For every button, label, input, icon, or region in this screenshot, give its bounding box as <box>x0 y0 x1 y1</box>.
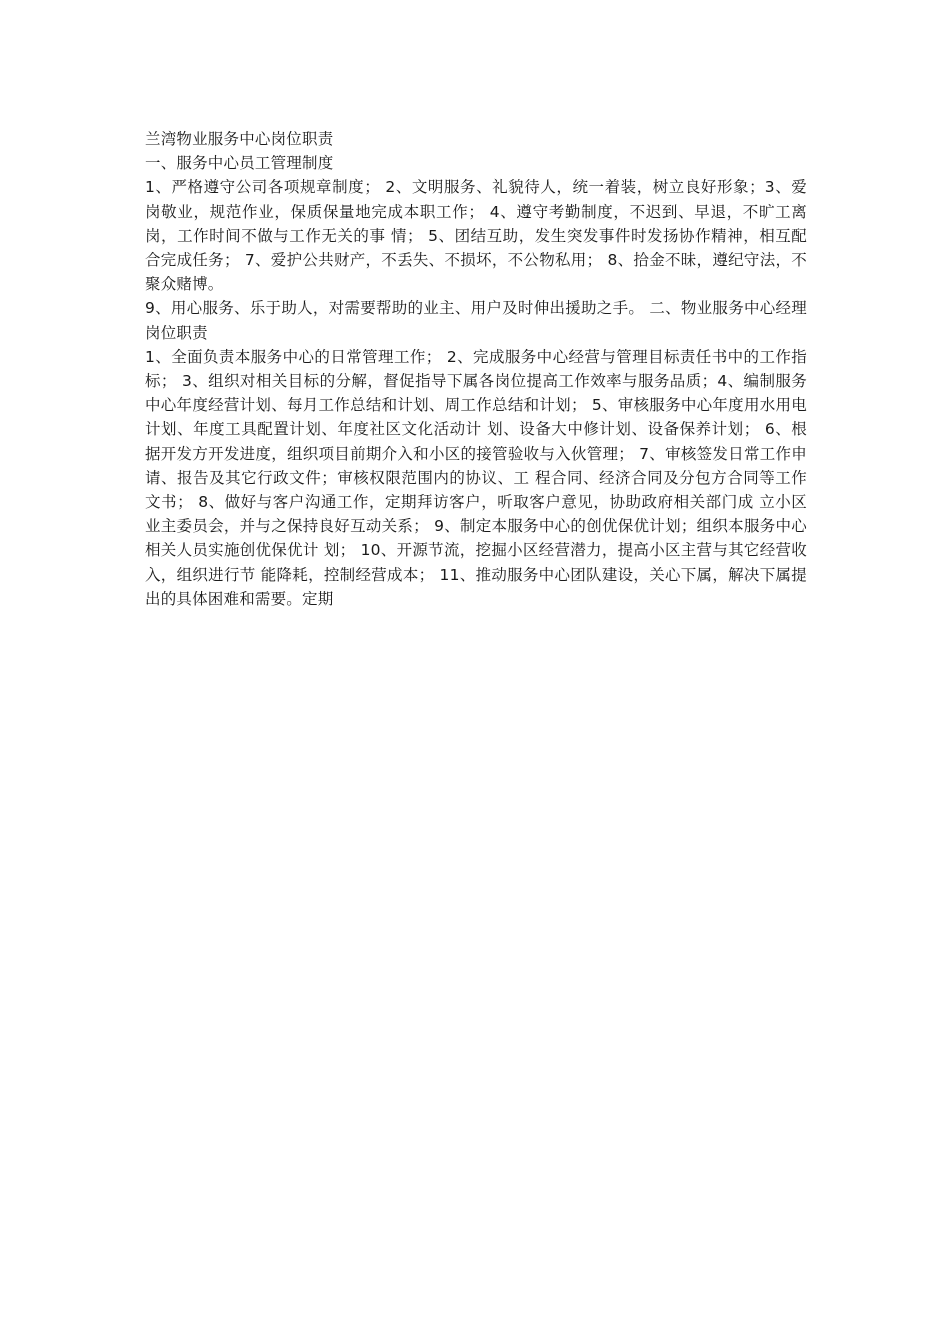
paragraph: 1、全面负责本服务中心的日常管理工作； 2、完成服务中心经营与管理目标责任书中的工作指标； 3、组织对相关目标的分解，督促指导下属各岗位提高工作效率与服务品质；4、编制服务中心年度经营计划、每月工作总结和计划、周工作总结和计划； 5、审核服务中心年度用水用电计划、年度工具配置计划、年度社区文化活动计 划、设备大中修计划、设备保养计划； 6、根据开发方开发进度，组织项目前期介入和小区的接管验收与入伙管理； 7、审核签发日常工作申请、报告及其它行政文件；审核权限范围内的协议、工 程合同、经济合同及分包方合同等工作文书； 8、做好与客户沟通工作，定期拜访客户，听取客户意见，协助政府相关部门成 立小区业主委员会，并与之保持良好互动关系； 9、制定本服务中心的创优保优计划；组织本服务中心相关人员实施创优保优计 划； 10、开源节流，挖掘小区经营潜力，提高小区主营与其它经营收入，组织进行节 能降耗，控制经营成本； 11、推动服务中心团队建设，关心下属，解决下属提出的具体困难和需要。定期 <box>145 347 807 608</box>
paragraph: 1、严格遵守公司各项规章制度； 2、文明服务、礼貌待人，统一着装，树立良好形象；3、爱岗敬业，规范作业，保质保量地完成本职工作； 4、遵守考勤制度，不迟到、早退，不旷工离岗，工作时间不做与工作无关的事 情； 5、团结互助，发生突发事件时发扬协作精神，相互配合完成任务； 7、爱护公共财产，不丢失、不损坏，不公物私用； 8、拾金不昧，遵纪守法，不聚众赌博。 <box>145 178 807 294</box>
document-title: 兰湾物业服务中心岗位职责 <box>145 130 334 148</box>
section-heading: 一、服务中心员工管理制度 <box>145 154 334 173</box>
document-body <box>145 127 807 611</box>
paragraph: 9、用心服务、乐于助人，对需要帮助的业主、用户及时伸出援助之手。 二、物业服务中心经理岗位职责 <box>145 299 807 342</box>
